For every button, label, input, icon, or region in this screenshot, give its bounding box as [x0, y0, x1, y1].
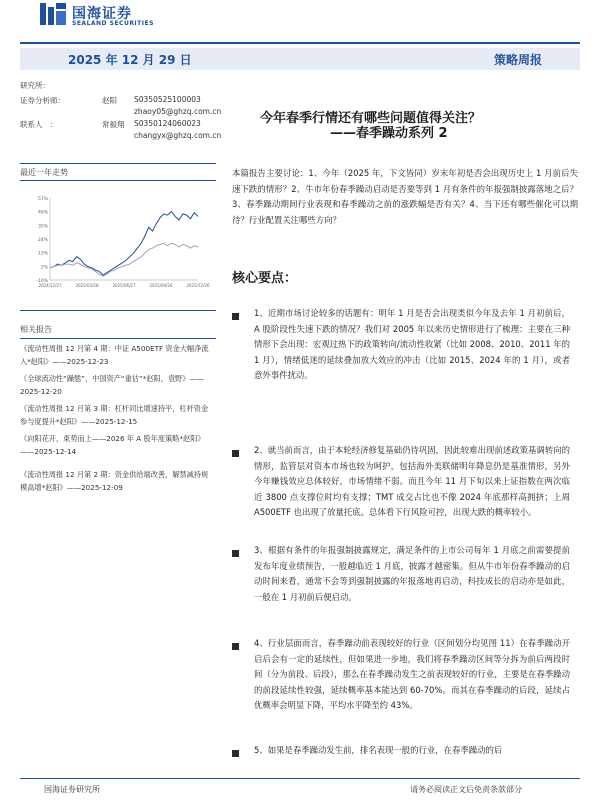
contact-code: S0350124060023 — [134, 119, 201, 128]
report-summary: 本篇报告主要讨论：1、今年（2025 年，下文皆同）岁末年初是否会出现历史上 1 月前后失速下跌的情形？2、牛市年份春季躁动启动是否要等到 1 月有条件的年报强制披露落地之后？3、春季躁动期间行业表现和春季躁动之前的涨跌幅是否有关？4、当下还有哪些催化可以期待？行业配置关注哪些方向？ — [232, 168, 578, 225]
trend-chart — [26, 192, 210, 296]
contact-label: 联系人 ： — [20, 120, 58, 129]
contact-email[interactable]: changyx@ghzq.com.cn — [134, 131, 222, 140]
related-item[interactable]: 《全球流动性“躁態”，中国资产“重估”*赵阳，袁野》——2025-12-20 — [20, 374, 204, 396]
core-point-5: 5、如果是春季躁动发生前，排名表现一般的行业，在春季躁动的后 — [254, 745, 503, 755]
related-title: 相关报告 — [20, 325, 52, 334]
y-tick-label: 2% — [40, 265, 48, 271]
trend-top-rule — [20, 163, 216, 164]
y-tick-label: 35% — [37, 224, 48, 230]
core-point-3: 3、根据有条件的年报强制披露规定，满足条件的上市公司每年 1 月底之前需要提前发布年度业绩预告，一般越临近 1 月底，披露才越密集。但从牛市年份春季躁动的启动时间来看，通常不会等到强制披露的年报落地再启动，科技成长的启动亦是如此，一般在 1 月初前后便启动。 — [254, 545, 570, 602]
y-tick-label: -10% — [36, 279, 48, 284]
brand-name-en: SEALAND SECURITIES — [72, 20, 154, 27]
analyst-label: 证券分析师： — [20, 96, 65, 105]
bullet-square-icon — [232, 750, 239, 757]
x-tick-label: 2025/06/27 — [112, 283, 136, 288]
report-date: 2025 年 12 月 29 日 — [68, 53, 192, 67]
y-tick-label: 13% — [37, 251, 48, 257]
related-item[interactable]: 《流动性周报 12 月第 4 期：中证 A500ETF 资金大幅净流入*赵阳》——2025-12-23 — [20, 344, 209, 366]
footer-disclaimer: 请务必阅读正文后免责条款部分 — [410, 785, 522, 794]
bullet-square-icon — [232, 550, 239, 557]
y-tick-label: 46% — [37, 210, 48, 216]
bullet-square-icon — [232, 450, 239, 457]
core-point-2: 2、就当前而言，由于本轮经济修复基础仍待巩固，因此较难出现前述政策基调转向的情形，监管层对资本市场也较为呵护，包括海外美联储明年降息仍是基准情形，另外今年赚钱效应总体较好，市场情绪不弱。而且今年 11 月下旬以来上证指数在两次临近 3800 点支撑位时均有支撑；TMT 成交占比也不像 2024 年底那样高拥挤；上周 A500ETF 也出现了放量托底。总体看下行风险可控，出现大跌的概率较小。 — [254, 445, 570, 517]
trend-title: 最近一年走势 — [20, 168, 68, 177]
analyst-name: 赵阳 — [102, 96, 117, 105]
related-item[interactable]: 《流动性周报 12 月第 2 期：资金供给端改善，解禁减持规模高增*赵阳》——2025-12-09 — [20, 470, 209, 492]
report-type: 策略周报 — [494, 53, 543, 67]
core-point-4: 4、行业层面而言，春季躁动前表现较好的行业（区间划分均见图 11）在春季躁动开启后会有一定的延续性，但如果进一步地，我们将春季躁动区间等分拆为前后两段时间（分为前段、后段），那么在春季躁动发生之前表现较好的行业，主要是在春季躁动的前段延续性较强，延续概率基本能达到 60-70%。而其在春季躁动的后段，延续占优概率会明显下降，平均水平降至约 43%。 — [254, 638, 570, 710]
y-tick-label: 57% — [37, 197, 48, 202]
research-label: 研究所： — [20, 81, 50, 90]
x-tick-label: 2024/12/27 — [38, 283, 62, 288]
footer-org: 国海证券研究所 — [44, 785, 100, 794]
bullet-square-icon — [232, 643, 239, 650]
series-line-2 — [50, 243, 198, 276]
contact-name: 常毅翔 — [102, 120, 125, 129]
analyst-email[interactable]: zhaoy05@ghzq.com.cn — [134, 107, 222, 116]
x-tick-label: 2025/09/26 — [149, 283, 173, 288]
report-subtitle: ——春季躁动系列 2 — [330, 126, 448, 141]
analyst-code: S0350525100003 — [134, 95, 201, 104]
header-rule — [20, 42, 580, 44]
brand-name-cn: 国海证券 — [72, 6, 132, 22]
core-point-1: 1、近期市场讨论较多的话题有：明年 1 月是否会出现类似今年及去年 1 月初前后，A 股阶段性失速下跌的情况？我们对 2005 年以来历史情形进行了梳理：主要在三种情形下会出现：宏观过热下的政策转向/流动性收紧（比如 2008、2010、2011 年的 1 月），情绪低迷的延续叠加放大效应的冲击（比如 2015、2024 年的 1 月），或者意外事件扰动。 — [254, 308, 570, 380]
x-tick-label: 2025/03/28 — [75, 283, 99, 288]
x-tick-label: 2025/12/26 — [186, 283, 210, 288]
y-tick-label: 24% — [37, 238, 48, 243]
related-title-rule — [20, 338, 216, 339]
brand-logo-icon — [40, 3, 66, 25]
footer-rule — [20, 778, 580, 779]
bullet-square-icon — [232, 313, 239, 320]
related-item[interactable]: 《流动性周报 12 月第 3 期：杠杆同比增速持平，杠杆资金参与度提升*赵阳》——2025-12-15 — [20, 404, 209, 426]
core-points-title: 核心要点： — [232, 271, 298, 286]
related-top-rule — [20, 310, 216, 311]
related-item[interactable]: 《向阳花开，東势而上——2026 年 A 股年度策略*赵阳》——2025-12-14 — [20, 434, 205, 456]
report-title: 今年春季行情还有哪些问题值得关注？ — [260, 111, 482, 126]
trend-title-rule — [20, 180, 216, 181]
